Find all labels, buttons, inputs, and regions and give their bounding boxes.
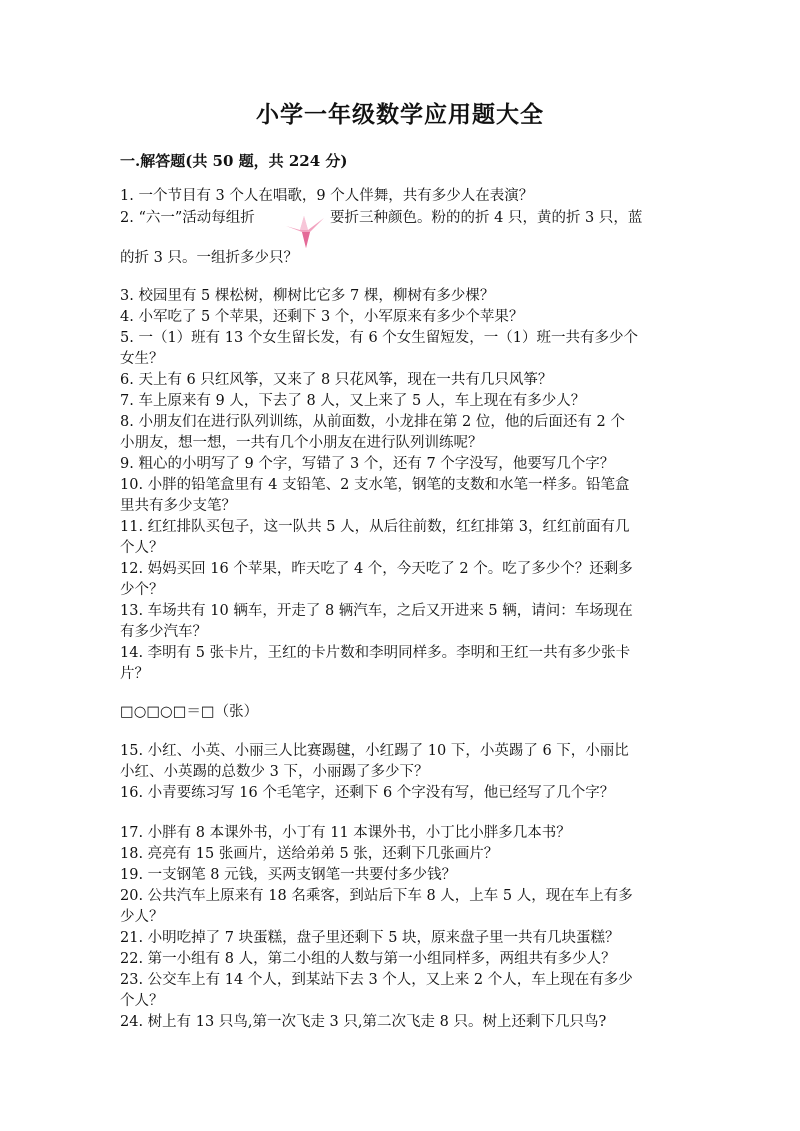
question-line: 24. 树上有 13 只鸟,第一次飞走 3 只,第二次飞走 8 只。树上还剩下几只鸟? — [120, 1014, 607, 1030]
question-line: 少个？ — [120, 582, 164, 598]
question-line: 18. 亮亮有 15 张画片，送给弟弟 5 张，还剩下几张画片？ — [120, 846, 499, 862]
question-line: 15. 小红、小英、小丽三人比赛踢毽，小红踢了 10 下，小英踢了 6 下，小丽比 — [120, 743, 629, 759]
question-line: 9. 粗心的小明写了 9 个字，写错了 3 个，还有 7 个字没写，他要写几个字？ — [120, 456, 615, 472]
question-line: 6. 天上有 6 只红风筝，又来了 8 只花风筝，现在一共有几只风筝？ — [120, 372, 553, 388]
question-line: 小红、小英踢的总数少 3 下，小丽踢了多少下？ — [120, 764, 429, 780]
question-line: 少人？ — [120, 909, 164, 925]
question-line: 21. 小明吃掉了 7 块蛋糕，盘子里还剩下 5 块，原来盘子里一共有几块蛋糕？ — [120, 930, 620, 946]
question-line: 女生？ — [120, 351, 164, 367]
answer-template: □○□○□＝□（张） — [120, 704, 259, 720]
question-line: 20. 公共汽车上原来有 18 名乘客，到站后下车 8 人，上车 5 人，现在车上有多 — [120, 888, 633, 904]
question-line: 2. “六一”活动每组折 — [120, 210, 255, 226]
question-line: 7. 车上原来有 9 人，下去了 8 人，又上来了 5 人，车上现在有多少人？ — [120, 393, 586, 409]
paper-crane-image — [284, 212, 326, 250]
question-line: 1. 一个节目有 3 个人在唱歌，9 个人伴舞，共有多少人在表演？ — [120, 188, 534, 204]
question-line: 14. 李明有 5 张卡片，王红的卡片数和李明同样多。李明和王红一共有多少张卡 — [120, 645, 631, 661]
question-line: 8. 小朋友们在进行队列训练，从前面数，小龙排在第 2 位，他的后面还有 2 个 — [120, 414, 625, 430]
question-line: 4. 小军吃了 5 个苹果，还剩下 3 个，小军原来有多少个苹果？ — [120, 309, 524, 325]
question-line: 个人？ — [120, 540, 164, 556]
question-line: 10. 小胖的铅笔盒里有 4 支铅笔、2 支水笔，钢笔的支数和水笔一样多。铅笔盒 — [120, 477, 630, 493]
question-line: 个人？ — [120, 993, 164, 1009]
question-line: 里共有多少支笔？ — [120, 498, 236, 514]
section-heading: 一.解答题(共 50 题，共 224 分) — [120, 152, 348, 170]
question-line: 11. 红红排队买包子，这一队共 5 人，从后往前数，红红排第 3，红红前面有几 — [120, 519, 630, 535]
question-line: 3. 校园里有 5 棵松树，柳树比它多 7 棵，柳树有多少棵？ — [120, 288, 495, 304]
question-line: 12. 妈妈买回 16 个苹果，昨天吃了 4 个，今天吃了 2 个。吃了多少个？还剩多 — [120, 561, 633, 577]
question-line: 22. 第一小组有 8 人，第二小组的人数与第一小组同样多，两组共有多少人？ — [120, 951, 616, 967]
question-line: 13. 车场共有 10 辆车，开走了 8 辆汽车，之后又开进来 5 辆，请问：车场现在 — [120, 603, 633, 619]
question-line: 片？ — [120, 666, 149, 682]
question-line: 5. 一（1）班有 13 个女生留长发，有 6 个女生留短发，一（1）班一共有多少个 — [120, 330, 639, 346]
question-line: 要折三种颜色。粉的的折 4 只，黄的折 3 只，蓝 — [330, 210, 643, 226]
question-line: 23. 公交车上有 14 个人，到某站下去 3 个人，又上来 2 个人，车上现在有多少 — [120, 972, 633, 988]
page-title: 小学一年级数学应用题大全 — [256, 101, 544, 128]
question-line: 16. 小青要练习写 16 个毛笔字，还剩下 6 个字没有写，他已经写了几个字？ — [120, 785, 615, 801]
question-line: 19. 一支钢笔 8 元钱，买两支钢笔一共要付多少钱？ — [120, 867, 457, 883]
question-line: 有多少汽车？ — [120, 624, 207, 640]
question-line: 17. 小胖有 8 本课外书，小丁有 11 本课外书，小丁比小胖多几本书？ — [120, 825, 571, 841]
question-line: 小朋友，想一想，一共有几个小朋友在进行队列训练呢？ — [120, 435, 483, 451]
question-line: 的折 3 只。一组折多少只？ — [120, 250, 298, 266]
